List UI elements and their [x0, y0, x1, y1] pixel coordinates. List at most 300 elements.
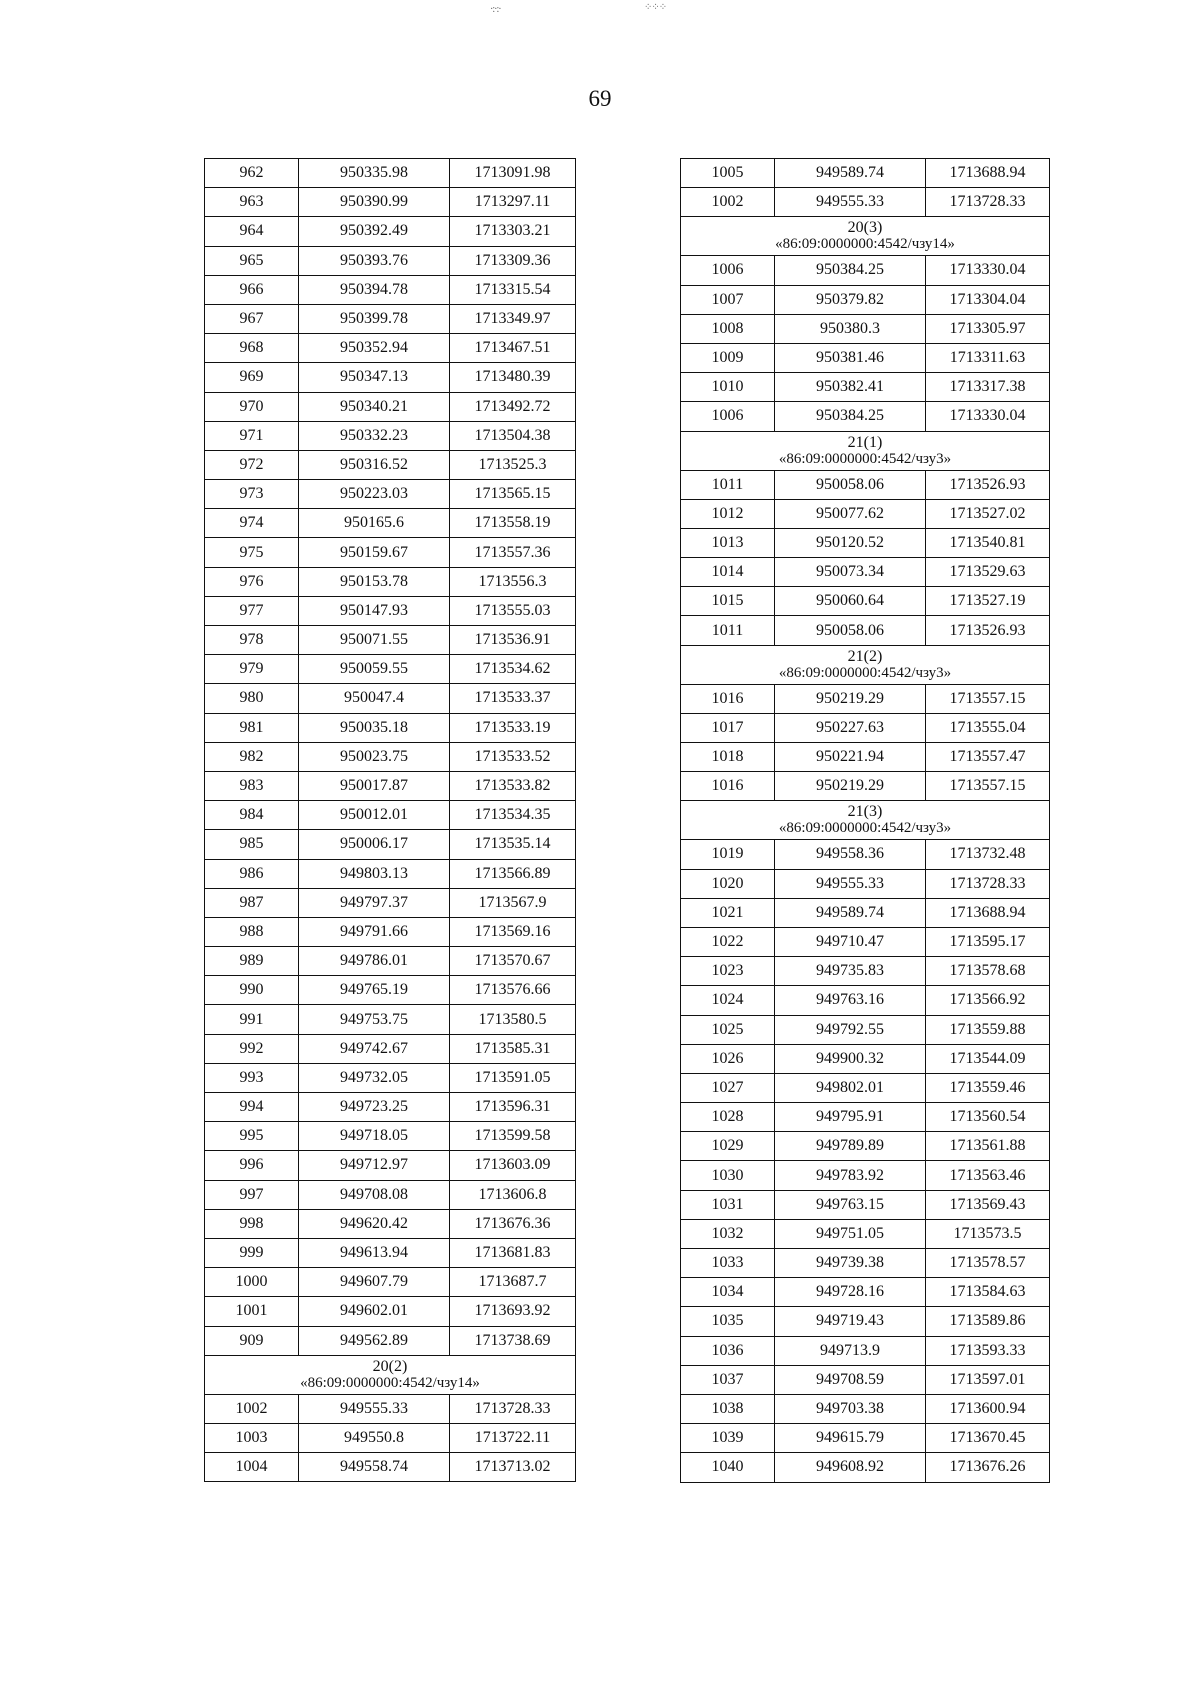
y-coordinate-cell: 1713573.5 — [926, 1219, 1050, 1248]
table-row — [681, 957, 1050, 986]
point-number-cell: 981 — [205, 713, 299, 742]
x-coordinate-cell: 950332.23 — [299, 421, 450, 450]
point-number-cell: 1038 — [681, 1394, 775, 1423]
point-number-cell: 996 — [205, 1151, 299, 1180]
x-coordinate-cell: 949555.33 — [775, 869, 926, 898]
y-coordinate-cell: 1713555.03 — [450, 596, 576, 625]
table-row — [681, 1365, 1050, 1394]
point-number-cell: 989 — [205, 947, 299, 976]
point-number-cell: 997 — [205, 1180, 299, 1209]
x-coordinate-cell: 949712.97 — [299, 1151, 450, 1180]
y-coordinate-cell: 1713688.94 — [926, 898, 1050, 927]
section-header-cell — [681, 645, 1050, 684]
x-coordinate-cell: 950035.18 — [299, 713, 450, 742]
section-cadastral-code: «86:09:0000000:4542/чзу14» — [300, 1374, 480, 1391]
x-coordinate-cell: 950071.55 — [299, 626, 450, 655]
x-coordinate-cell: 949742.67 — [299, 1034, 450, 1063]
y-coordinate-cell: 1713713.02 — [450, 1453, 576, 1482]
y-coordinate-cell: 1713349.97 — [450, 304, 576, 333]
point-number-cell: 1013 — [681, 528, 775, 557]
y-coordinate-cell: 1713566.92 — [926, 986, 1050, 1015]
y-coordinate-cell: 1713555.04 — [926, 713, 1050, 742]
x-coordinate-cell: 949803.13 — [299, 859, 450, 888]
x-coordinate-cell: 949589.74 — [775, 898, 926, 927]
x-coordinate-cell: 949735.83 — [775, 957, 926, 986]
x-coordinate-cell: 950316.52 — [299, 450, 450, 479]
point-number-cell: 1003 — [205, 1423, 299, 1452]
table-row — [205, 509, 576, 538]
point-number-cell: 1033 — [681, 1249, 775, 1278]
point-number-cell: 967 — [205, 304, 299, 333]
x-coordinate-cell: 950077.62 — [775, 499, 926, 528]
table-row — [681, 1278, 1050, 1307]
x-coordinate-cell: 949562.89 — [299, 1326, 450, 1355]
point-number-cell: 998 — [205, 1209, 299, 1238]
y-coordinate-cell: 1713599.58 — [450, 1122, 576, 1151]
y-coordinate-cell: 1713569.43 — [926, 1190, 1050, 1219]
table-row — [681, 499, 1050, 528]
table-row — [205, 1238, 576, 1267]
x-coordinate-cell: 949795.91 — [775, 1103, 926, 1132]
y-coordinate-cell: 1713722.11 — [450, 1423, 576, 1452]
y-coordinate-cell: 1713563.46 — [926, 1161, 1050, 1190]
table-row — [681, 869, 1050, 898]
x-coordinate-cell: 949723.25 — [299, 1093, 450, 1122]
table-row — [205, 859, 576, 888]
point-number-cell: 980 — [205, 684, 299, 713]
point-number-cell: 970 — [205, 392, 299, 421]
y-coordinate-cell: 1713529.63 — [926, 558, 1050, 587]
point-number-cell: 1029 — [681, 1132, 775, 1161]
y-coordinate-cell: 1713533.19 — [450, 713, 576, 742]
y-coordinate-cell: 1713091.98 — [450, 159, 576, 188]
x-coordinate-cell: 949589.74 — [775, 159, 926, 188]
table-row — [681, 840, 1050, 869]
point-number-cell: 1018 — [681, 743, 775, 772]
table-row — [205, 742, 576, 771]
point-number-cell: 1036 — [681, 1336, 775, 1365]
table-row — [205, 567, 576, 596]
section-header-row — [205, 1355, 576, 1394]
table-row — [205, 713, 576, 742]
y-coordinate-cell: 1713561.88 — [926, 1132, 1050, 1161]
point-number-cell: 1010 — [681, 373, 775, 402]
x-coordinate-cell: 949555.33 — [775, 188, 926, 217]
y-coordinate-cell: 1713595.17 — [926, 927, 1050, 956]
page-number: 69 — [588, 86, 612, 111]
y-coordinate-cell: 1713330.04 — [926, 402, 1050, 431]
y-coordinate-cell: 1713738.69 — [450, 1326, 576, 1355]
table-row — [205, 626, 576, 655]
table-row — [681, 713, 1050, 742]
y-coordinate-cell: 1713559.46 — [926, 1073, 1050, 1102]
point-number-cell: 962 — [205, 159, 299, 188]
x-coordinate-cell: 950060.64 — [775, 587, 926, 616]
x-coordinate-cell: 950006.17 — [299, 830, 450, 859]
x-coordinate-cell: 950059.55 — [299, 655, 450, 684]
table-row — [205, 334, 576, 363]
point-number-cell: 973 — [205, 480, 299, 509]
x-coordinate-cell: 949615.79 — [775, 1424, 926, 1453]
table-row — [205, 1063, 576, 1092]
section-number: 21(3) — [847, 803, 883, 821]
table-row — [205, 304, 576, 333]
table-row — [681, 927, 1050, 956]
y-coordinate-cell: 1713557.15 — [926, 684, 1050, 713]
y-coordinate-cell: 1713566.89 — [450, 859, 576, 888]
y-coordinate-cell: 1713580.5 — [450, 1005, 576, 1034]
point-number-cell: 991 — [205, 1005, 299, 1034]
x-coordinate-cell: 950058.06 — [775, 616, 926, 645]
x-coordinate-cell: 949753.75 — [299, 1005, 450, 1034]
x-coordinate-cell: 950017.87 — [299, 771, 450, 800]
y-coordinate-cell: 1713693.92 — [450, 1297, 576, 1326]
x-coordinate-cell: 949607.79 — [299, 1268, 450, 1297]
table-row — [205, 275, 576, 304]
point-number-cell: 979 — [205, 655, 299, 684]
table-row — [205, 1005, 576, 1034]
section-cadastral-code: «86:09:0000000:4542/чзу3» — [778, 664, 952, 681]
section-header-row — [681, 801, 1050, 840]
table-row — [681, 986, 1050, 1015]
point-number-cell: 1019 — [681, 840, 775, 869]
y-coordinate-cell: 1713536.91 — [450, 626, 576, 655]
point-number-cell: 1022 — [681, 927, 775, 956]
x-coordinate-cell: 949708.08 — [299, 1180, 450, 1209]
x-coordinate-cell: 949719.43 — [775, 1307, 926, 1336]
y-coordinate-cell: 1713567.9 — [450, 888, 576, 917]
x-coordinate-cell: 950219.29 — [775, 684, 926, 713]
point-number-cell: 1035 — [681, 1307, 775, 1336]
table-row — [681, 1161, 1050, 1190]
y-coordinate-cell: 1713558.19 — [450, 509, 576, 538]
table-row — [205, 1151, 576, 1180]
y-coordinate-cell: 1713309.36 — [450, 246, 576, 275]
point-number-cell: 1012 — [681, 499, 775, 528]
table-row — [681, 1424, 1050, 1453]
y-coordinate-cell: 1713527.19 — [926, 587, 1050, 616]
table-row — [205, 801, 576, 830]
table-row — [205, 1394, 576, 1423]
x-coordinate-cell: 950165.6 — [299, 509, 450, 538]
table-row — [205, 1297, 576, 1326]
y-coordinate-cell: 1713534.35 — [450, 801, 576, 830]
y-coordinate-cell: 1713527.02 — [926, 499, 1050, 528]
y-coordinate-cell: 1713600.94 — [926, 1394, 1050, 1423]
section-cadastral-code: «86:09:0000000:4542/чзу14» — [775, 236, 955, 253]
x-coordinate-cell: 950120.52 — [775, 528, 926, 557]
x-coordinate-cell: 950379.82 — [775, 285, 926, 314]
y-coordinate-cell: 1713576.66 — [450, 976, 576, 1005]
table-row — [681, 772, 1050, 801]
point-number-cell: 1005 — [681, 159, 775, 188]
point-number-cell: 966 — [205, 275, 299, 304]
x-coordinate-cell: 950047.4 — [299, 684, 450, 713]
y-coordinate-cell: 1713492.72 — [450, 392, 576, 421]
y-coordinate-cell: 1713578.68 — [926, 957, 1050, 986]
x-coordinate-cell: 949558.74 — [299, 1453, 450, 1482]
x-coordinate-cell: 949703.38 — [775, 1394, 926, 1423]
table-row — [205, 976, 576, 1005]
x-coordinate-cell: 949792.55 — [775, 1015, 926, 1044]
table-row — [205, 1453, 576, 1482]
table-row — [205, 1034, 576, 1063]
x-coordinate-cell: 950384.25 — [775, 402, 926, 431]
point-number-cell: 909 — [205, 1326, 299, 1355]
table-row — [205, 1093, 576, 1122]
point-number-cell: 1011 — [681, 616, 775, 645]
table-row — [681, 1073, 1050, 1102]
table-row — [205, 159, 576, 188]
y-coordinate-cell: 1713728.33 — [926, 869, 1050, 898]
table-row — [205, 217, 576, 246]
point-number-cell: 1002 — [205, 1394, 299, 1423]
table-row — [205, 771, 576, 800]
x-coordinate-cell: 949900.32 — [775, 1044, 926, 1073]
section-header-row — [681, 645, 1050, 684]
table-row — [205, 655, 576, 684]
y-coordinate-cell: 1713565.15 — [450, 480, 576, 509]
point-number-cell: 968 — [205, 334, 299, 363]
section-header-cell — [205, 1355, 576, 1394]
x-coordinate-cell: 950335.98 — [299, 159, 450, 188]
x-coordinate-cell: 949613.94 — [299, 1238, 450, 1267]
x-coordinate-cell: 950352.94 — [299, 334, 450, 363]
table-row — [205, 830, 576, 859]
y-coordinate-cell: 1713676.36 — [450, 1209, 576, 1238]
x-coordinate-cell: 950227.63 — [775, 713, 926, 742]
point-number-cell: 1001 — [205, 1297, 299, 1326]
table-row — [205, 1180, 576, 1209]
table-row — [681, 1249, 1050, 1278]
x-coordinate-cell: 949550.8 — [299, 1423, 450, 1452]
point-number-cell: 1025 — [681, 1015, 775, 1044]
point-number-cell: 1016 — [681, 772, 775, 801]
x-coordinate-cell: 950390.99 — [299, 188, 450, 217]
scan-artifact: ⁘⁘⁘ — [644, 2, 667, 13]
point-number-cell: 1009 — [681, 343, 775, 372]
y-coordinate-cell: 1713688.94 — [926, 159, 1050, 188]
y-coordinate-cell: 1713681.83 — [450, 1238, 576, 1267]
table-row — [681, 1394, 1050, 1423]
x-coordinate-cell: 950223.03 — [299, 480, 450, 509]
y-coordinate-cell: 1713687.7 — [450, 1268, 576, 1297]
point-number-cell: 994 — [205, 1093, 299, 1122]
y-coordinate-cell: 1713732.48 — [926, 840, 1050, 869]
y-coordinate-cell: 1713540.81 — [926, 528, 1050, 557]
y-coordinate-cell: 1713525.3 — [450, 450, 576, 479]
point-number-cell: 992 — [205, 1034, 299, 1063]
x-coordinate-cell: 949710.47 — [775, 927, 926, 956]
table-row — [681, 587, 1050, 616]
table-row — [205, 1423, 576, 1452]
y-coordinate-cell: 1713303.21 — [450, 217, 576, 246]
point-number-cell: 977 — [205, 596, 299, 625]
point-number-cell: 993 — [205, 1063, 299, 1092]
x-coordinate-cell: 949791.66 — [299, 917, 450, 946]
point-number-cell: 1002 — [681, 188, 775, 217]
y-coordinate-cell: 1713467.51 — [450, 334, 576, 363]
point-number-cell: 963 — [205, 188, 299, 217]
y-coordinate-cell: 1713304.04 — [926, 285, 1050, 314]
table-row — [205, 1122, 576, 1151]
table-row — [681, 188, 1050, 217]
point-number-cell: 1023 — [681, 957, 775, 986]
x-coordinate-cell: 950347.13 — [299, 363, 450, 392]
x-coordinate-cell: 950221.94 — [775, 743, 926, 772]
y-coordinate-cell: 1713557.15 — [926, 772, 1050, 801]
point-number-cell: 988 — [205, 917, 299, 946]
table-row — [681, 285, 1050, 314]
table-row — [681, 1453, 1050, 1482]
point-number-cell: 978 — [205, 626, 299, 655]
table-row — [205, 684, 576, 713]
table-row — [681, 1132, 1050, 1161]
x-coordinate-cell: 949786.01 — [299, 947, 450, 976]
point-number-cell: 1040 — [681, 1453, 775, 1482]
point-number-cell: 1000 — [205, 1268, 299, 1297]
y-coordinate-cell: 1713526.93 — [926, 470, 1050, 499]
y-coordinate-cell: 1713557.47 — [926, 743, 1050, 772]
y-coordinate-cell: 1713596.31 — [450, 1093, 576, 1122]
table-row — [205, 888, 576, 917]
x-coordinate-cell: 949718.05 — [299, 1122, 450, 1151]
x-coordinate-cell: 950382.41 — [775, 373, 926, 402]
point-number-cell: 974 — [205, 509, 299, 538]
x-coordinate-cell: 950394.78 — [299, 275, 450, 304]
y-coordinate-cell: 1713556.3 — [450, 567, 576, 596]
point-number-cell: 964 — [205, 217, 299, 246]
table-row — [681, 343, 1050, 372]
table-row — [681, 1015, 1050, 1044]
x-coordinate-cell: 949728.16 — [775, 1278, 926, 1307]
point-number-cell: 986 — [205, 859, 299, 888]
x-coordinate-cell: 949620.42 — [299, 1209, 450, 1238]
point-number-cell: 1026 — [681, 1044, 775, 1073]
coordinates-table-left — [204, 158, 576, 1482]
table-row — [205, 246, 576, 275]
x-coordinate-cell: 949732.05 — [299, 1063, 450, 1092]
table-row — [681, 616, 1050, 645]
table-row — [205, 392, 576, 421]
y-coordinate-cell: 1713569.16 — [450, 917, 576, 946]
y-coordinate-cell: 1713570.67 — [450, 947, 576, 976]
section-number: 21(2) — [847, 647, 883, 665]
table-row — [681, 1044, 1050, 1073]
point-number-cell: 1007 — [681, 285, 775, 314]
table-row — [205, 450, 576, 479]
table-row — [205, 480, 576, 509]
y-coordinate-cell: 1713317.38 — [926, 373, 1050, 402]
point-number-cell: 1008 — [681, 314, 775, 343]
table-row — [205, 947, 576, 976]
point-number-cell: 1020 — [681, 869, 775, 898]
x-coordinate-cell: 949797.37 — [299, 888, 450, 917]
table-row — [681, 528, 1050, 557]
x-coordinate-cell: 949708.59 — [775, 1365, 926, 1394]
table-row — [681, 402, 1050, 431]
table-row — [681, 1336, 1050, 1365]
y-coordinate-cell: 1713559.88 — [926, 1015, 1050, 1044]
point-number-cell: 983 — [205, 771, 299, 800]
point-number-cell: 976 — [205, 567, 299, 596]
y-coordinate-cell: 1713504.38 — [450, 421, 576, 450]
point-number-cell: 1017 — [681, 713, 775, 742]
table-row — [681, 684, 1050, 713]
table-row — [205, 596, 576, 625]
point-number-cell: 999 — [205, 1238, 299, 1267]
point-number-cell: 984 — [205, 801, 299, 830]
table-row — [681, 1219, 1050, 1248]
table-row — [681, 470, 1050, 499]
table-row — [681, 1190, 1050, 1219]
table-row — [205, 421, 576, 450]
x-coordinate-cell: 950058.06 — [775, 470, 926, 499]
y-coordinate-cell: 1713311.63 — [926, 343, 1050, 372]
x-coordinate-cell: 950384.25 — [775, 256, 926, 285]
section-number: 20(3) — [847, 219, 883, 237]
table-row — [681, 1103, 1050, 1132]
y-coordinate-cell: 1713533.37 — [450, 684, 576, 713]
point-number-cell: 990 — [205, 976, 299, 1005]
x-coordinate-cell: 950393.76 — [299, 246, 450, 275]
point-number-cell: 1039 — [681, 1424, 775, 1453]
point-number-cell: 969 — [205, 363, 299, 392]
table-row — [205, 917, 576, 946]
x-coordinate-cell: 949763.15 — [775, 1190, 926, 1219]
table-row — [205, 188, 576, 217]
y-coordinate-cell: 1713603.09 — [450, 1151, 576, 1180]
table-row — [681, 558, 1050, 587]
x-coordinate-cell: 949802.01 — [775, 1073, 926, 1102]
table-row — [205, 538, 576, 567]
y-coordinate-cell: 1713535.14 — [450, 830, 576, 859]
point-number-cell: 982 — [205, 742, 299, 771]
y-coordinate-cell: 1713591.05 — [450, 1063, 576, 1092]
point-number-cell: 1034 — [681, 1278, 775, 1307]
table-row — [681, 1307, 1050, 1336]
y-coordinate-cell: 1713728.33 — [450, 1394, 576, 1423]
x-coordinate-cell: 950380.3 — [775, 314, 926, 343]
point-number-cell: 1037 — [681, 1365, 775, 1394]
section-header-cell — [681, 431, 1050, 470]
y-coordinate-cell: 1713676.26 — [926, 1453, 1050, 1482]
x-coordinate-cell: 950147.93 — [299, 596, 450, 625]
table-row — [681, 314, 1050, 343]
point-number-cell: 987 — [205, 888, 299, 917]
y-coordinate-cell: 1713534.62 — [450, 655, 576, 684]
table-row — [205, 1268, 576, 1297]
table-row — [681, 743, 1050, 772]
x-coordinate-cell: 950153.78 — [299, 567, 450, 596]
x-coordinate-cell: 949602.01 — [299, 1297, 450, 1326]
coordinates-table-right — [680, 158, 1050, 1483]
point-number-cell: 1030 — [681, 1161, 775, 1190]
x-coordinate-cell: 949765.19 — [299, 976, 450, 1005]
x-coordinate-cell: 950023.75 — [299, 742, 450, 771]
y-coordinate-cell: 1713297.11 — [450, 188, 576, 217]
section-number: 20(2) — [372, 1357, 408, 1375]
point-number-cell: 1031 — [681, 1190, 775, 1219]
table-row — [681, 898, 1050, 927]
y-coordinate-cell: 1713560.54 — [926, 1103, 1050, 1132]
point-number-cell: 1006 — [681, 402, 775, 431]
y-coordinate-cell: 1713606.8 — [450, 1180, 576, 1209]
x-coordinate-cell: 949789.89 — [775, 1132, 926, 1161]
table-row — [681, 256, 1050, 285]
y-coordinate-cell: 1713526.93 — [926, 616, 1050, 645]
section-cadastral-code: «86:09:0000000:4542/чзу3» — [778, 450, 952, 467]
